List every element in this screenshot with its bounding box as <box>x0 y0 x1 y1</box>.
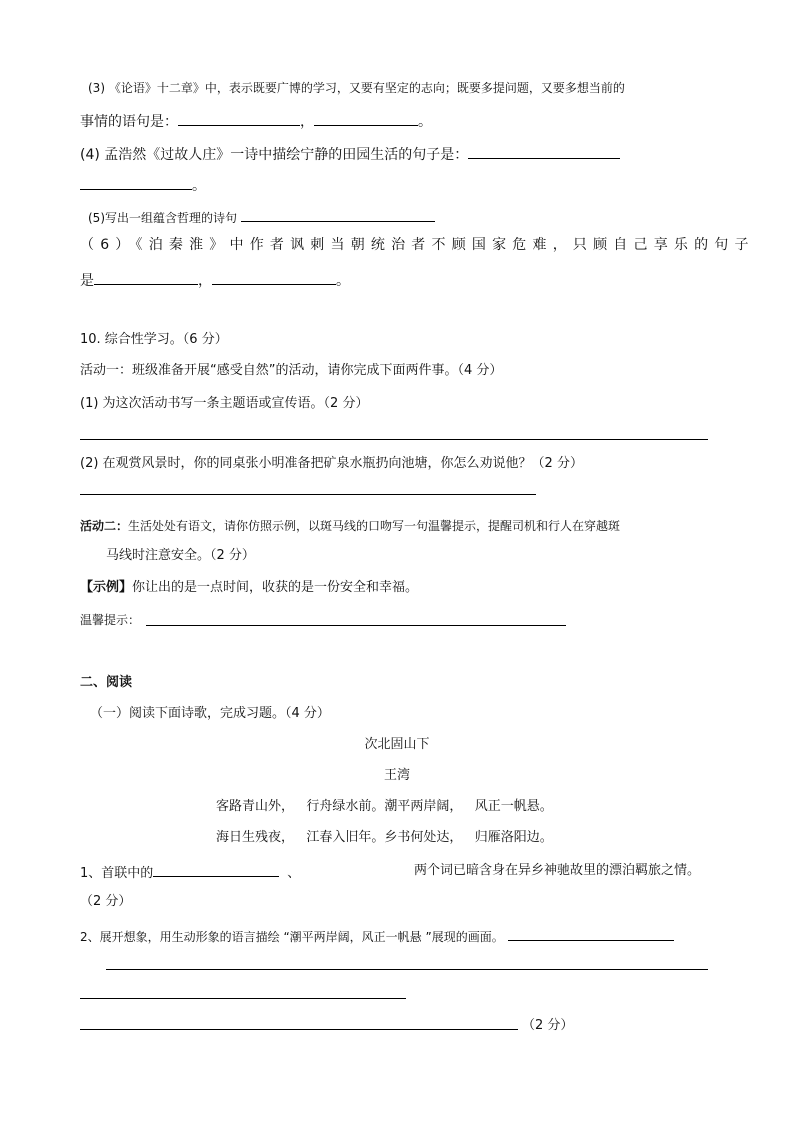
tip-label: 温馨提示： <box>80 613 141 627</box>
answer-line[interactable] <box>80 494 536 495</box>
question-5-text: (5)写出一组蕴含哲理的诗句 <box>88 211 237 225</box>
activity-1-sub1: (1) 为这次活动书写一条主题语或宣传语。（2 分） <box>80 396 369 411</box>
question-3-line2 <box>80 113 432 129</box>
example-text: 你让出的是一点时间，收获的是一份安全和幸福。 <box>132 580 419 595</box>
answer-blank[interactable] <box>212 272 336 285</box>
q2-text: 2、展开想象，用生动形象的语言描绘 “潮平两岸阔，风正一帆悬 ”展现的画面。 <box>80 930 504 944</box>
answer-line[interactable] <box>80 1029 518 1030</box>
question-3-prefix: 事情的语句是： <box>80 114 178 130</box>
answer-blank[interactable] <box>508 928 674 941</box>
question-5 <box>88 209 435 224</box>
question-6-line2 <box>80 272 350 288</box>
reading-q2-score: （2 分） <box>522 1018 574 1033</box>
reading-q1-prefix <box>80 864 300 880</box>
question-6-line1: （6）《泊秦淮》中作者讽刺当朝统治者不顾国家危难，只顾自己享乐的句子 <box>80 237 755 253</box>
answer-blank[interactable] <box>80 177 192 190</box>
activity-2-label: 活动二： <box>80 519 129 533</box>
activity-1: 活动一：班级准备开展“感受自然”的活动，请你完成下面两件事。（4 分） <box>80 363 503 378</box>
answer-line[interactable] <box>80 998 406 999</box>
reading-q1-suffix: 两个词已暗含身在异乡神驰故里的漂泊羁旅之情。 <box>414 863 701 878</box>
example <box>80 581 418 594</box>
part-title: （一）阅读下面诗歌，完成习题。（4 分） <box>90 706 330 721</box>
answer-blank[interactable] <box>153 864 279 877</box>
q1-prefix: 1、首联中的 <box>80 866 154 881</box>
question-4-line1 <box>80 146 620 162</box>
poem-line-1: 客路青山外， 行舟绿水前。潮平两岸阔， 风正一帆悬。 <box>216 799 553 814</box>
answer-line[interactable] <box>146 625 566 626</box>
activity-2-line2: 马线时注意安全。（2 分） <box>106 548 255 563</box>
period: 。 <box>192 178 206 194</box>
question-10-title: 10. 综合性学习。（6 分） <box>80 332 228 347</box>
q1-sep: 、 <box>287 866 301 881</box>
section-title: 二、阅读 <box>80 675 133 690</box>
answer-line[interactable] <box>106 969 708 970</box>
activity-2-text: 生活处处有语文，请你仿照示例，以斑马线的口吻写一句温馨提示，提醒司机和行人在穿越斑 <box>128 519 621 533</box>
period: 。 <box>336 273 350 289</box>
answer-blank[interactable] <box>94 272 198 285</box>
question-4-text: (4) 孟浩然《过故人庄》一诗中描绘宁静的田园生活的句子是： <box>80 147 469 163</box>
activity-2-line1 <box>80 520 620 532</box>
answer-blank[interactable] <box>314 113 418 126</box>
comma: ， <box>300 114 314 130</box>
poem-title: 次北固山下 <box>364 737 430 752</box>
poem-line-2: 海日生残夜， 江春入旧年。乡书何处达， 归雁洛阳边。 <box>216 830 553 845</box>
answer-blank[interactable] <box>241 209 435 222</box>
comma: ， <box>198 273 212 289</box>
poem-author: 王湾 <box>383 768 410 783</box>
question-6-prefix: 是 <box>80 273 94 289</box>
question-3-line1: (3) 《论语》十二章》中，表示既要广博的学习，又要有坚定的志向；既要多提问题，又要多想当前的 <box>88 81 625 95</box>
answer-blank[interactable] <box>468 146 620 159</box>
example-label: 【示例】 <box>80 580 133 595</box>
answer-blank[interactable] <box>178 113 300 126</box>
reading-q1-score: （2 分） <box>80 894 132 909</box>
answer-line[interactable] <box>80 439 708 440</box>
activity-1-sub2: (2) 在观赏风景时，你的同桌张小明准备把矿泉水瓶扔向池塘，你怎么劝说他？（2 分） <box>80 456 583 471</box>
question-4-line2 <box>80 177 206 193</box>
reading-q2 <box>80 928 674 943</box>
period: 。 <box>418 114 432 130</box>
